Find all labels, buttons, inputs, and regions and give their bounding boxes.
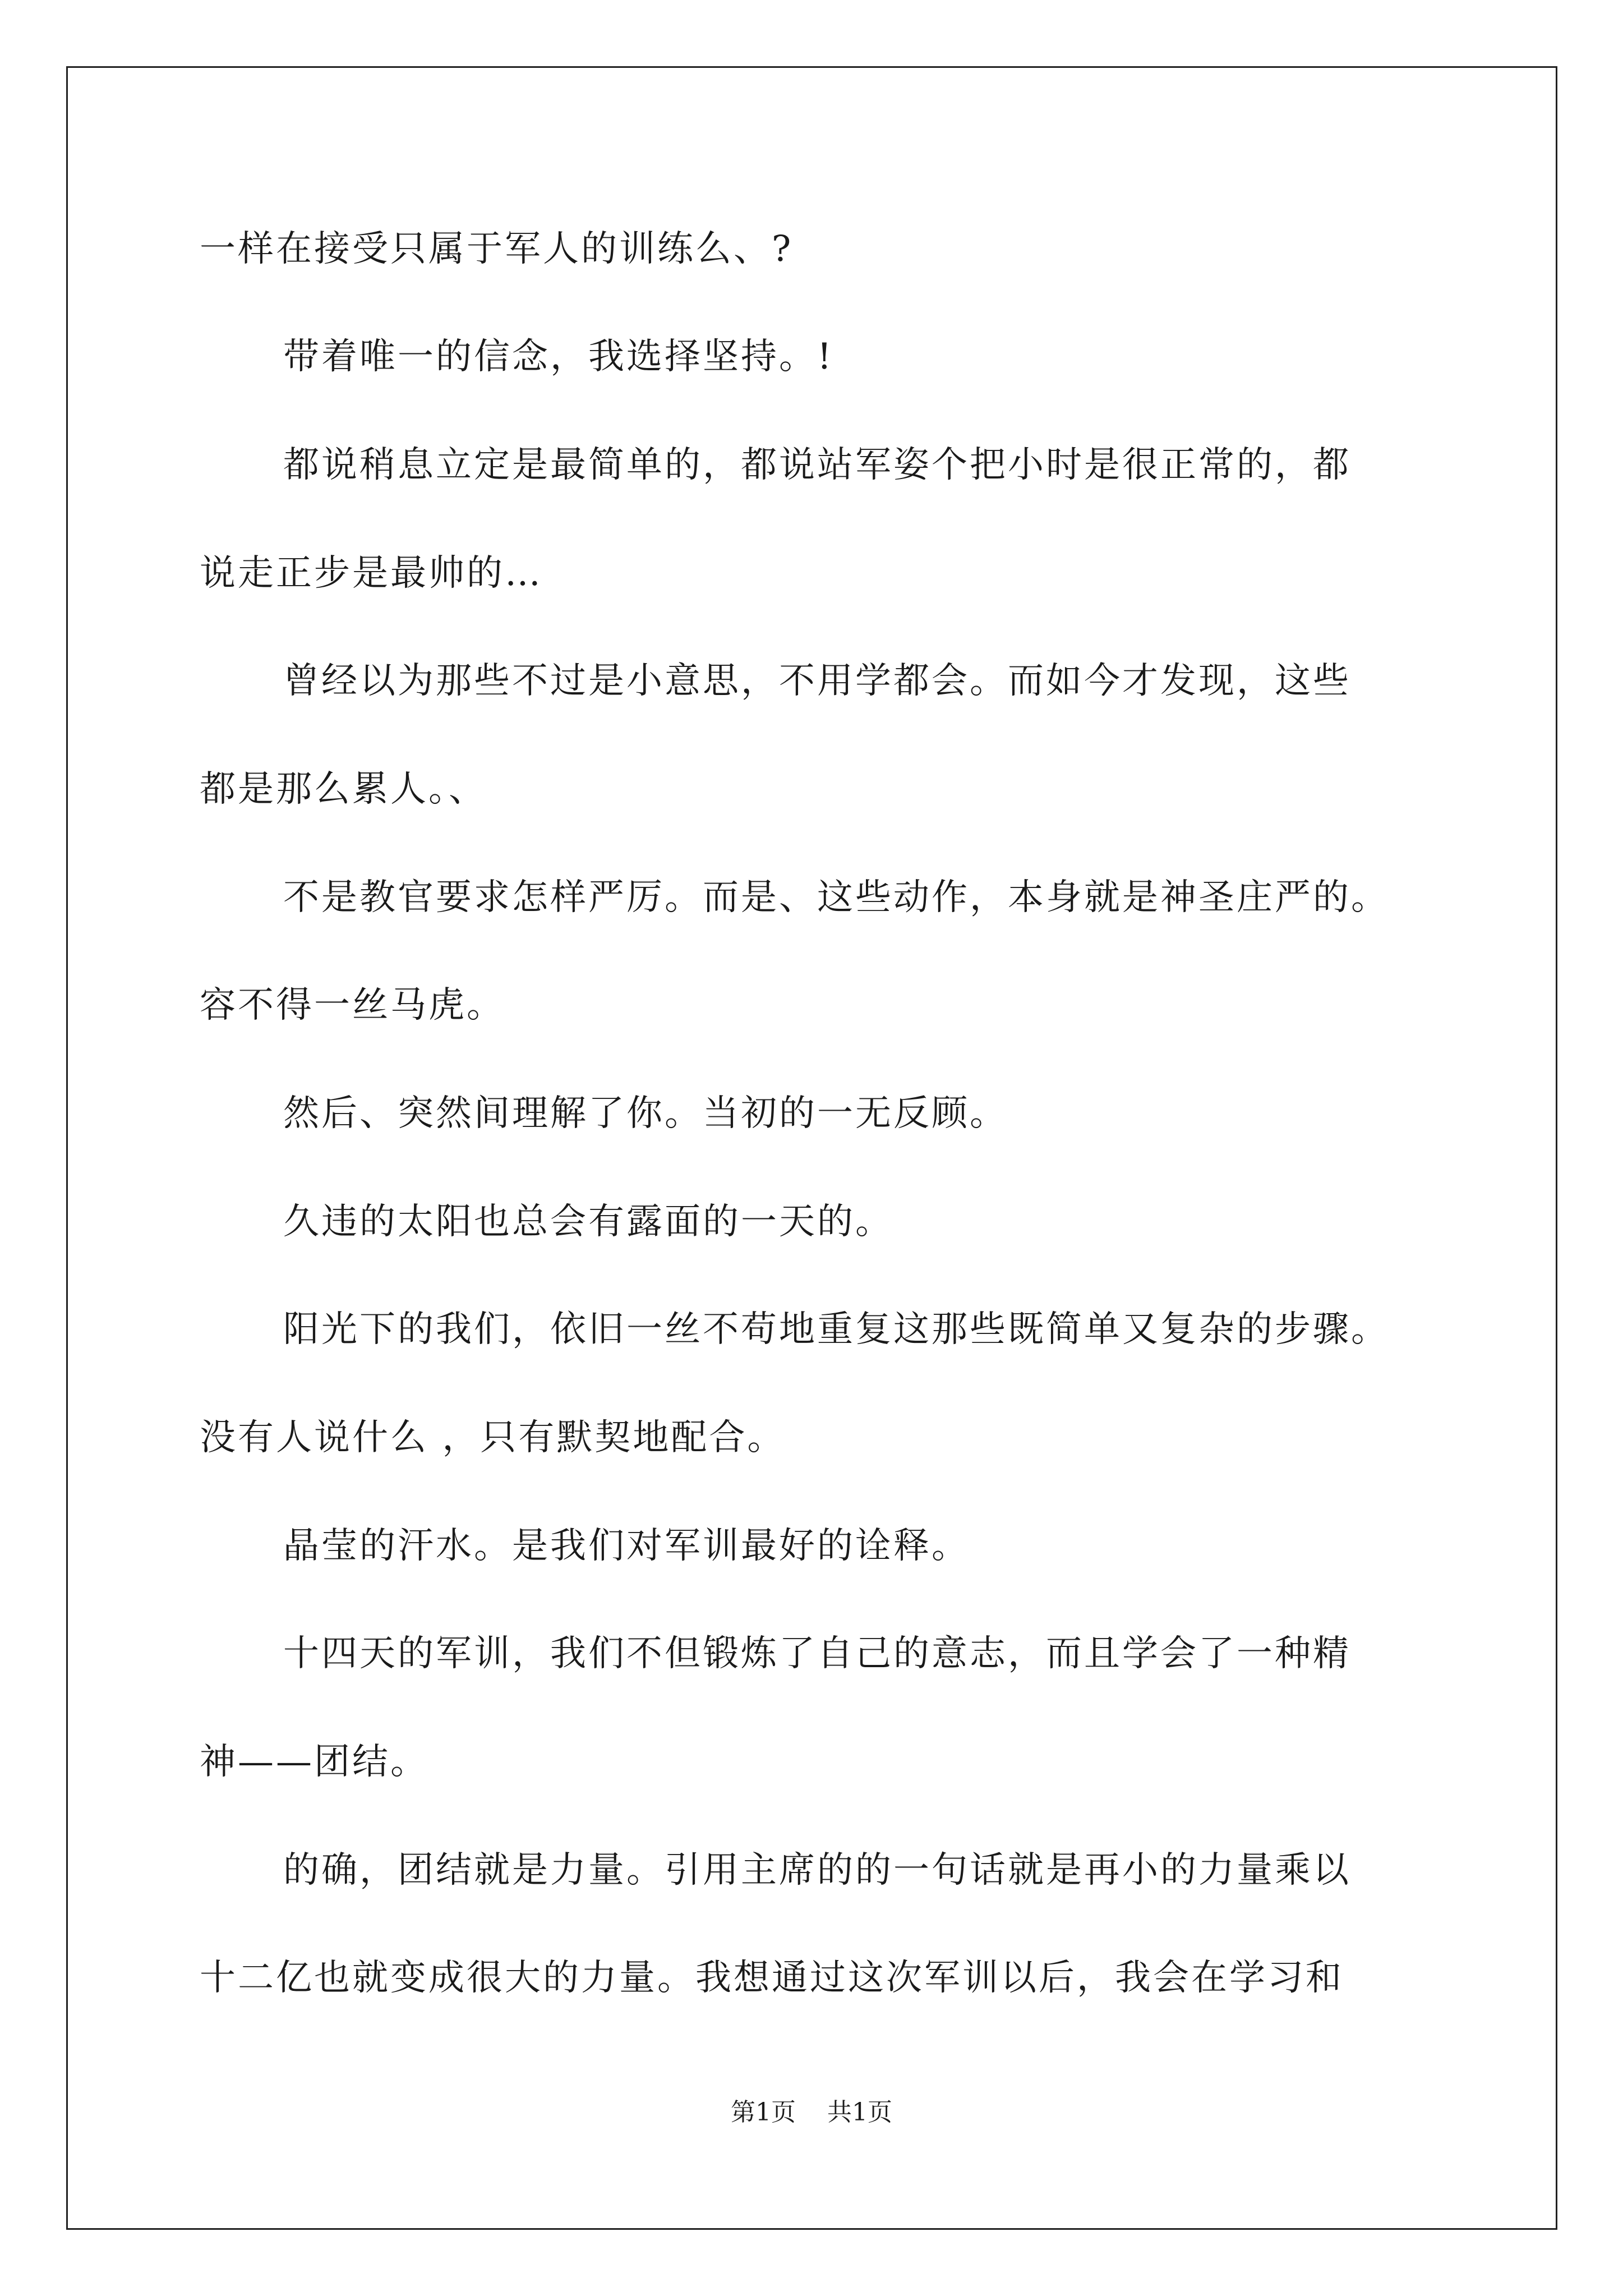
- text-line: 神——团结。: [200, 1741, 428, 1783]
- text-line: 都说稍息立定是最简单的，都说站军姿个把小时是很正常的，都: [283, 444, 1351, 486]
- text-line: 然后、突然间理解了你。当初的一无反顾。: [283, 1093, 1008, 1134]
- text-line: 没有人说什么 ，只有默契地配合。: [200, 1417, 786, 1458]
- text-line: 容不得一丝马虎。: [200, 984, 505, 1026]
- text-line: 的确，团结就是力量。引用主席的的一句话就是再小的力量乘以: [283, 1849, 1351, 1891]
- text-line: 久违的太阳也总会有露面的一天的。: [283, 1201, 893, 1243]
- page-number-total: 共1页: [827, 2098, 892, 2127]
- text-line: 十二亿也就变成很大的力量。我想通过这次军训以后，我会在学习和: [200, 1957, 1344, 1999]
- text-line: 带着唯一的信念，我选择坚持。!: [283, 336, 834, 378]
- text-line: 曾经以为那些不过是小意思，不用学都会。而如今才发现，这些: [283, 660, 1351, 702]
- text-line: 说走正步是最帅的…: [200, 553, 543, 594]
- page-border: [66, 66, 1557, 2230]
- text-line: 不是教官要求怎样严厉。而是、这些动作，本身就是神圣庄严的。: [283, 877, 1389, 918]
- text-line: 阳光下的我们，依旧一丝不苟地重复这那些既简单又复杂的步骤。: [283, 1309, 1389, 1350]
- text-line: 晶莹的汗水。是我们对军训最好的诠释。: [283, 1525, 970, 1567]
- page-number-current: 第1页: [731, 2098, 796, 2127]
- text-line: 都是那么累人。、: [200, 769, 487, 810]
- text-line: 十四天的军训，我们不但锻炼了自己的意志，而且学会了一种精: [283, 1633, 1351, 1674]
- text-line: 一样在接受只属于军人的训练么、?: [200, 228, 794, 270]
- page-footer: [0, 2100, 1623, 2125]
